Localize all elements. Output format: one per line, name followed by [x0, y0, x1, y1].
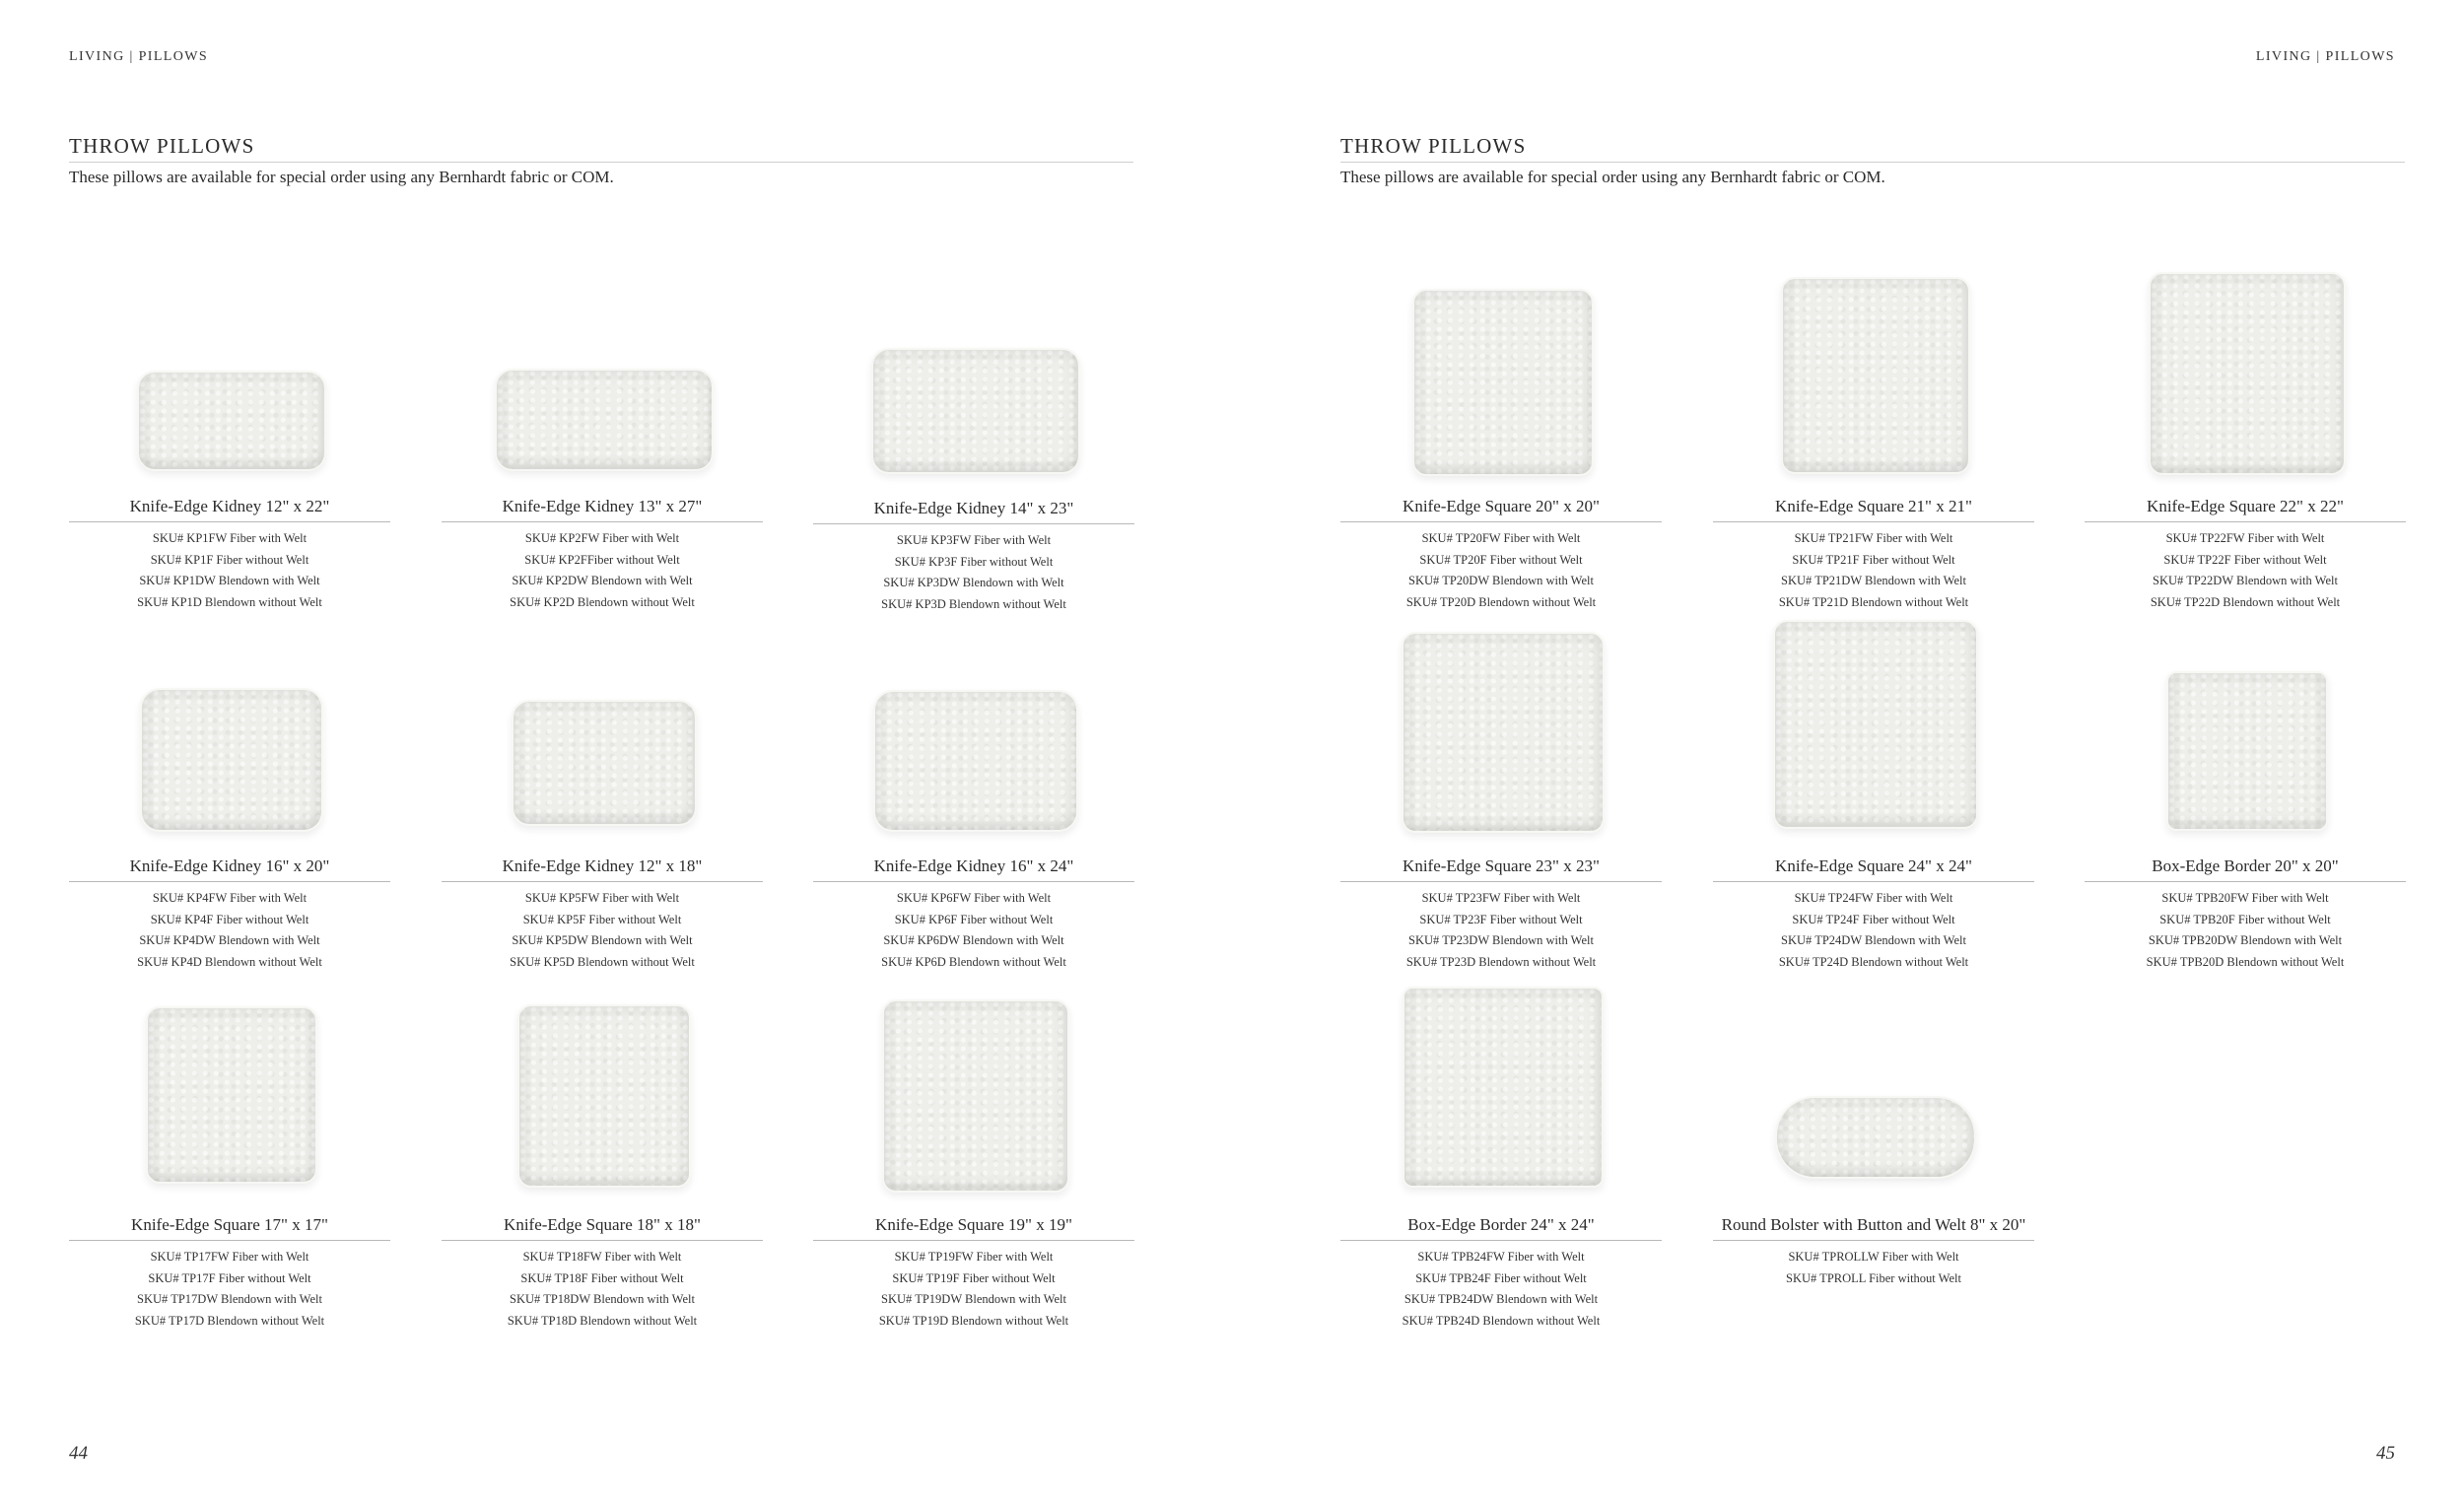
- sku-line: SKU# KP4F Fiber without Welt: [150, 912, 309, 926]
- sku-list: [442, 528, 763, 613]
- sku-line: SKU# TP21FW Fiber with Welt: [1794, 531, 1953, 545]
- sku-line: SKU# KP4D Blendown without Welt: [137, 954, 322, 969]
- pillow-image: [2085, 266, 2406, 483]
- product-name: Knife-Edge Square 20" x 20": [1403, 497, 1600, 515]
- sku-line: SKU# KP1FW Fiber with Welt: [152, 531, 308, 545]
- sku-line: SKU# TPB20DW Blendown with Welt: [2148, 933, 2343, 947]
- sku-line: SKU# TPROLLW Fiber with Welt: [1788, 1250, 1959, 1264]
- pillow-image: [442, 690, 763, 838]
- product-name: Knife-Edge Square 17" x 17": [131, 1215, 328, 1234]
- sku-line: SKU# TP17D Blendown without Welt: [134, 1313, 325, 1328]
- product-divider: [1713, 521, 2034, 522]
- pillow-image: [1340, 981, 1662, 1198]
- product-divider: [2085, 881, 2406, 882]
- sku-list: [1340, 888, 1662, 973]
- sku-line: SKU# KP2DW Blendown with Welt: [512, 574, 693, 587]
- product-name: Knife-Edge Kidney 16" x 20": [129, 856, 330, 875]
- sku-list: [813, 530, 1134, 615]
- section-title: THROW PILLOWS: [1340, 134, 1527, 158]
- sku-line: SKU# TP18D Blendown without Welt: [507, 1313, 698, 1328]
- sku-line: SKU# KP1DW Blendown with Welt: [139, 574, 320, 587]
- pillow-image: [2085, 665, 2406, 838]
- product-name: Knife-Edge Square 23" x 23": [1403, 856, 1600, 875]
- sku-line: SKU# KP3DW Blendown with Welt: [883, 576, 1064, 589]
- pillow-image: [813, 340, 1134, 478]
- product-name: Box-Edge Border 24" x 24": [1407, 1215, 1595, 1234]
- sku-line: SKU# KP3D Blendown without Welt: [881, 596, 1066, 611]
- sku-line: SKU# TP17DW Blendown with Welt: [137, 1292, 322, 1306]
- section-subtitle: These pillows are available for special order using any Bernhardt fabric or COM.: [69, 168, 614, 186]
- page-number: 44: [69, 1443, 88, 1464]
- sku-line: SKU# KP2FW Fiber with Welt: [524, 531, 680, 545]
- product-name: Knife-Edge Square 19" x 19": [875, 1215, 1072, 1234]
- product-name: Knife-Edge Kidney 12" x 18": [502, 856, 703, 875]
- product-divider: [442, 881, 763, 882]
- sku-line: SKU# KP5D Blendown without Welt: [510, 954, 695, 969]
- sku-line: SKU# KP6F Fiber without Welt: [894, 912, 1054, 926]
- sku-list: [442, 1247, 763, 1332]
- product-name: Knife-Edge Kidney 13" x 27": [502, 497, 703, 515]
- sku-list: [2085, 888, 2406, 973]
- product-divider: [813, 523, 1134, 524]
- sku-line: SKU# KP1F Fiber without Welt: [150, 552, 309, 567]
- sku-line: SKU# KP2FFiber without Welt: [524, 552, 680, 567]
- title-divider: [69, 162, 1133, 163]
- sku-line: SKU# TP19DW Blendown with Welt: [881, 1292, 1066, 1306]
- sku-list: [1713, 888, 2034, 973]
- product-divider: [813, 881, 1134, 882]
- sku-line: SKU# KP5DW Blendown with Welt: [512, 933, 693, 947]
- section-title: THROW PILLOWS: [69, 134, 255, 158]
- product-name: Knife-Edge Square 21" x 21": [1775, 497, 1972, 515]
- product-name: Knife-Edge Kidney 16" x 24": [873, 856, 1074, 875]
- pillow-image: [1713, 271, 2034, 483]
- pillow-image: [1713, 616, 2034, 838]
- sku-line: SKU# TP18DW Blendown with Welt: [510, 1292, 695, 1306]
- sku-line: SKU# KP1D Blendown without Welt: [137, 594, 322, 609]
- product-divider: [1713, 881, 2034, 882]
- pillow-image: [1340, 626, 1662, 838]
- pillow-image: [442, 355, 763, 483]
- product-name: Round Bolster with Button and Welt 8" x 20": [1721, 1215, 2026, 1234]
- sku-line: SKU# TP21D Blendown without Welt: [1778, 594, 1969, 609]
- sku-line: SKU# TP19FW Fiber with Welt: [894, 1250, 1054, 1264]
- sku-line: SKU# TPB24DW Blendown with Welt: [1403, 1292, 1599, 1306]
- sku-line: SKU# TP20FW Fiber with Welt: [1421, 531, 1581, 545]
- product-divider: [1340, 1240, 1662, 1241]
- sku-line: SKU# KP3FW Fiber with Welt: [896, 533, 1052, 547]
- sku-line: SKU# TPB24F Fiber without Welt: [1415, 1270, 1587, 1285]
- pillow-image: [69, 355, 390, 483]
- product-divider: [1713, 1240, 2034, 1241]
- sku-line: SKU# TP24F Fiber without Welt: [1792, 912, 1955, 926]
- sku-line: SKU# KP5F Fiber without Welt: [522, 912, 682, 926]
- sku-line: SKU# KP4FW Fiber with Welt: [152, 891, 308, 905]
- sku-line: SKU# KP6D Blendown without Welt: [881, 954, 1066, 969]
- sku-line: SKU# KP3F Fiber without Welt: [894, 554, 1054, 569]
- sku-line: SKU# TPB24D Blendown without Welt: [1402, 1313, 1601, 1328]
- sku-line: SKU# TP24DW Blendown with Welt: [1781, 933, 1966, 947]
- sku-line: SKU# TP22DW Blendown with Welt: [2153, 574, 2338, 587]
- sku-line: SKU# KP6FW Fiber with Welt: [896, 891, 1052, 905]
- breadcrumb: LIVING | PILLOWS: [69, 49, 209, 64]
- pillow-image: [1340, 281, 1662, 483]
- page-number: 45: [2376, 1443, 2395, 1464]
- sku-line: SKU# TP19F Fiber without Welt: [892, 1270, 1056, 1285]
- sku-line: SKU# TPROLL Fiber without Welt: [1786, 1270, 1961, 1285]
- sku-line: SKU# TPB20FW Fiber with Welt: [2161, 891, 2329, 905]
- product-name: Knife-Edge Square 22" x 22": [2147, 497, 2344, 515]
- product-divider: [442, 521, 763, 522]
- sku-list: [69, 1247, 390, 1332]
- sku-line: SKU# KP5FW Fiber with Welt: [524, 891, 680, 905]
- sku-list: [1713, 528, 2034, 613]
- sku-line: SKU# TP22D Blendown without Welt: [2150, 594, 2341, 609]
- sku-line: SKU# TP21F Fiber without Welt: [1792, 552, 1955, 567]
- sku-line: SKU# TP20F Fiber without Welt: [1419, 552, 1583, 567]
- product-name: Knife-Edge Square 24" x 24": [1775, 856, 1972, 875]
- sku-line: SKU# TP23D Blendown without Welt: [1405, 954, 1597, 969]
- sku-line: SKU# TP22FW Fiber with Welt: [2165, 531, 2325, 545]
- sku-list: [442, 888, 763, 973]
- sku-line: SKU# TP23DW Blendown with Welt: [1408, 933, 1594, 947]
- pillow-image: [69, 680, 390, 838]
- sku-line: SKU# TP22F Fiber without Welt: [2163, 552, 2327, 567]
- sku-line: SKU# TPB20F Fiber without Welt: [2159, 912, 2331, 926]
- sku-line: SKU# KP4DW Blendown with Welt: [139, 933, 320, 947]
- sku-list: [2085, 528, 2406, 613]
- product-name: Knife-Edge Square 18" x 18": [504, 1215, 701, 1234]
- sku-line: SKU# TP21DW Blendown with Welt: [1781, 574, 1966, 587]
- sku-line: SKU# TPB24FW Fiber with Welt: [1417, 1250, 1585, 1264]
- sku-list: [1340, 528, 1662, 613]
- product-divider: [69, 881, 390, 882]
- sku-line: SKU# TP23F Fiber without Welt: [1419, 912, 1583, 926]
- sku-line: SKU# TP17FW Fiber with Welt: [150, 1250, 309, 1264]
- product-divider: [1340, 881, 1662, 882]
- sku-list: [1340, 1247, 1662, 1332]
- sku-list: [813, 1247, 1134, 1332]
- sku-line: SKU# TPB20D Blendown without Welt: [2146, 954, 2345, 969]
- product-name: Knife-Edge Kidney 14" x 23": [873, 499, 1074, 517]
- product-name: Box-Edge Border 20" x 20": [2152, 856, 2339, 875]
- section-subtitle: These pillows are available for special order using any Bernhardt fabric or COM.: [1340, 168, 1885, 186]
- product-name: Knife-Edge Kidney 12" x 22": [129, 497, 330, 515]
- product-divider: [442, 1240, 763, 1241]
- right-page: [1232, 0, 2464, 1506]
- sku-line: SKU# KP2D Blendown without Welt: [510, 594, 695, 609]
- sku-line: SKU# TP18F Fiber without Welt: [520, 1270, 684, 1285]
- sku-line: SKU# TP18FW Fiber with Welt: [522, 1250, 682, 1264]
- sku-line: SKU# TP20D Blendown without Welt: [1405, 594, 1597, 609]
- product-divider: [69, 1240, 390, 1241]
- sku-list: [69, 528, 390, 613]
- sku-line: SKU# TP17F Fiber without Welt: [148, 1270, 311, 1285]
- sku-list: [1713, 1247, 2034, 1289]
- breadcrumb: LIVING | PILLOWS: [2255, 49, 2395, 64]
- sku-line: SKU# KP6DW Blendown with Welt: [883, 933, 1064, 947]
- product-divider: [813, 1240, 1134, 1241]
- pillow-image: [1713, 1084, 2034, 1193]
- pillow-image: [813, 995, 1134, 1198]
- pillow-image: [813, 680, 1134, 838]
- sku-line: SKU# TP24D Blendown without Welt: [1778, 954, 1969, 969]
- pillow-image: [69, 1000, 390, 1198]
- sku-list: [813, 888, 1134, 973]
- title-divider: [1340, 162, 2405, 163]
- product-divider: [2085, 521, 2406, 522]
- product-divider: [69, 521, 390, 522]
- sku-line: SKU# TP20DW Blendown with Welt: [1408, 574, 1594, 587]
- sku-list: [69, 888, 390, 973]
- pillow-image: [442, 1000, 763, 1198]
- sku-line: SKU# TP24FW Fiber with Welt: [1794, 891, 1953, 905]
- sku-line: SKU# TP23FW Fiber with Welt: [1421, 891, 1581, 905]
- sku-line: SKU# TP19D Blendown without Welt: [878, 1313, 1069, 1328]
- product-divider: [1340, 521, 1662, 522]
